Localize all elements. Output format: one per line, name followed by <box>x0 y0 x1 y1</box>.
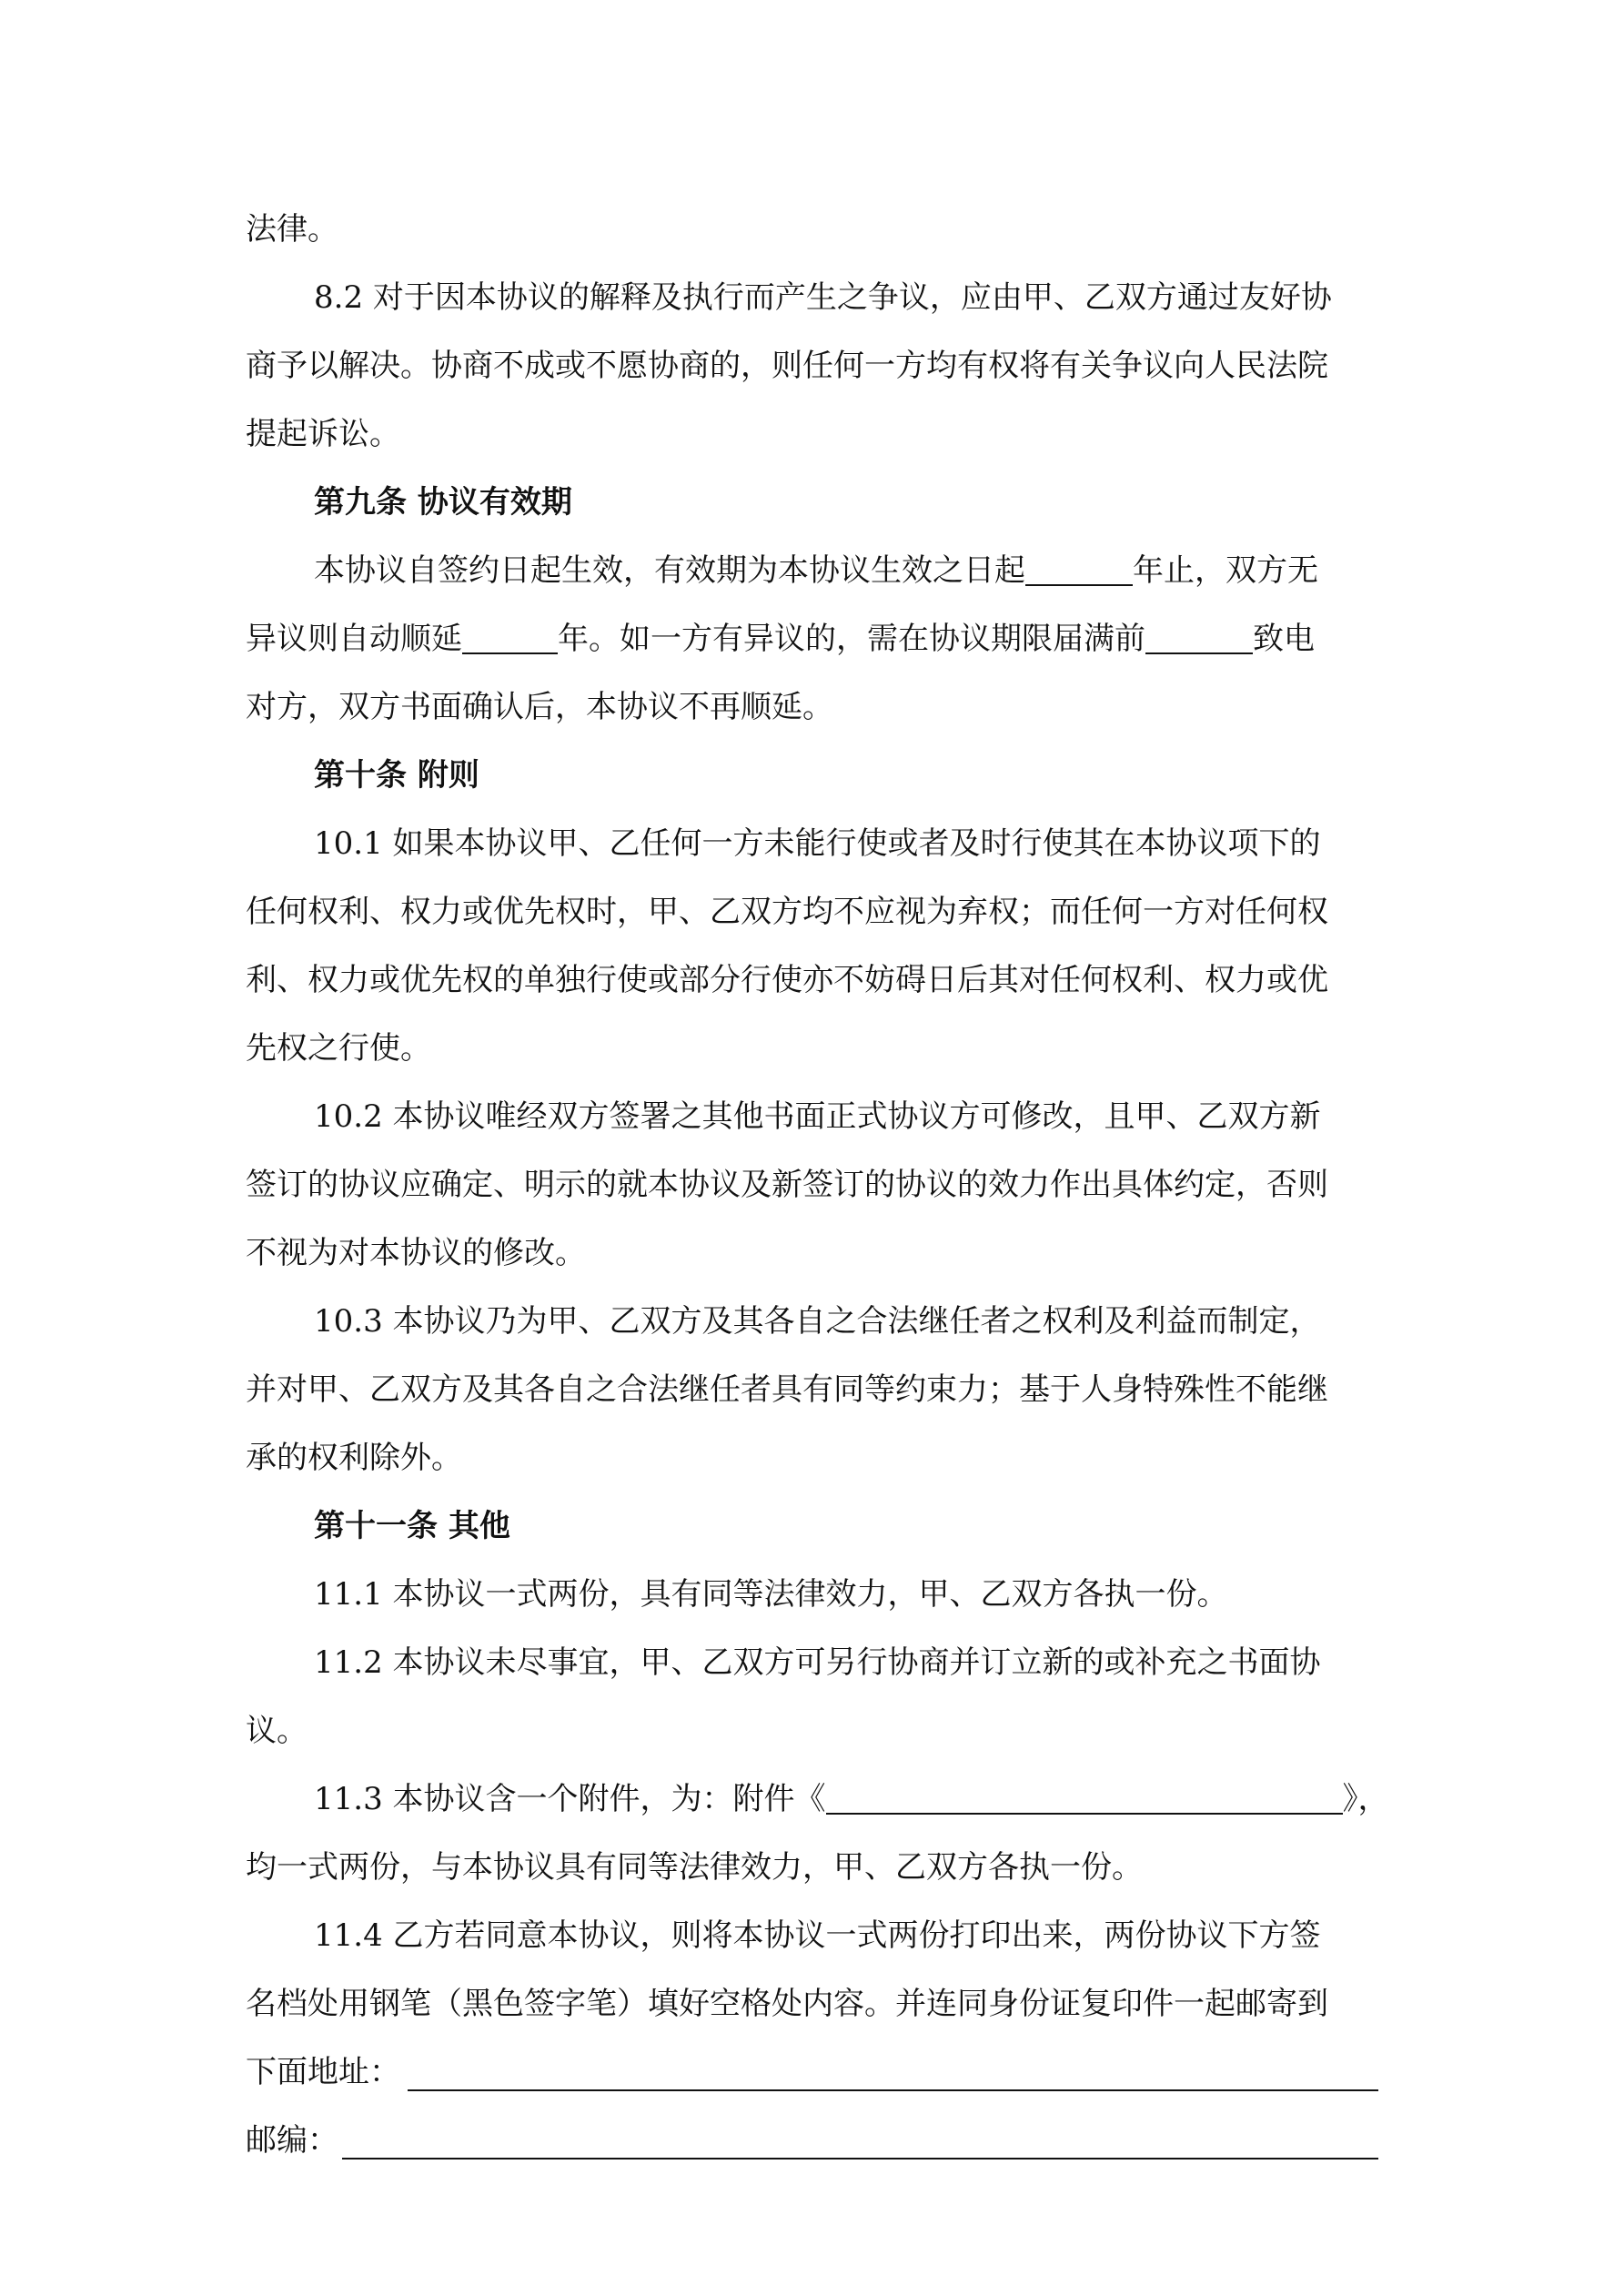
clause-10-3-line-2: 并对甲、乙双方及其各自之合法继任者具有同等约束力；基于人身特殊性不能继 <box>246 1371 1328 1408</box>
article-9-line-2 <box>246 612 1378 666</box>
article-9-text: 年。如一方有异议的，需在协议期限届满前 <box>558 621 1145 657</box>
clause-10-2-line-1: 10.2 本协议唯经双方签署之其他书面正式协议方可修改，且甲、乙双方新 <box>314 1098 1321 1135</box>
address-blank[interactable] <box>408 2089 1378 2091</box>
article-9-text: 异议则自动顺延 <box>246 621 462 657</box>
clause-10-2-line-2: 签订的协议应确定、明示的就本协议及新签订的协议的效力作出具体约定，否则 <box>246 1167 1328 1203</box>
clause-10-1-line-2: 任何权利、权力或优先权时，甲、乙双方均不应视为弃权；而任何一方对任何权 <box>246 894 1328 930</box>
clause-11-4-line-2: 名档处用钢笔（黑色签字笔）填好空格处内容。并连同身份证复印件一起邮寄到 <box>246 1986 1328 2022</box>
clause-8-2-line-3: 提起诉讼。 <box>246 416 400 452</box>
clause-10-1-line-3: 利、权力或优先权的单独行使或部分行使亦不妨碍日后其对任何权利、权力或优 <box>246 962 1328 998</box>
clause-10-3-line-1: 10.3 本协议乃为甲、乙双方及其各自之合法继任者之权利及利益而制定， <box>314 1303 1321 1340</box>
notice-period-blank[interactable] <box>1145 622 1253 654</box>
address-label: 下面地址： <box>246 2054 400 2090</box>
article-9-text: 年止，双方无 <box>1133 552 1318 589</box>
clause-11-3-text: 》， <box>1342 1781 1389 1817</box>
clause-10-1-line-4: 先权之行使。 <box>246 1030 431 1067</box>
postcode-label: 邮编： <box>246 2122 338 2159</box>
clause-8-2-line-1: 8.2 对于因本协议的解释及执行而产生之争议，应由甲、乙双方通过友好协 <box>314 279 1332 316</box>
article-9-heading: 第九条 协议有效期 <box>314 484 572 521</box>
clause-11-4-line-1: 11.4 乙方若同意本协议，则将本协议一式两份打印出来，两份协议下方签 <box>314 1917 1321 1954</box>
paragraph-line: 法律。 <box>246 211 338 248</box>
clause-11-1-line-1: 11.1 本协议一式两份，具有同等法律效力，甲、乙双方各执一份。 <box>314 1576 1228 1613</box>
postcode-blank[interactable] <box>342 2158 1378 2159</box>
attachment-name-blank[interactable] <box>826 1782 1343 1815</box>
renewal-years-blank[interactable] <box>462 622 558 654</box>
article-9-text: 本协议自签约日起生效，有效期为本协议生效之日起 <box>314 552 1025 589</box>
article-10-heading: 第十条 附则 <box>314 757 479 794</box>
validity-years-blank[interactable] <box>1025 553 1133 586</box>
article-11-heading: 第十一条 其他 <box>314 1508 510 1544</box>
clause-11-3-line-2: 均一式两份，与本协议具有同等法律效力，甲、乙双方各执一份。 <box>246 1849 1143 1886</box>
clause-11-2-line-1: 11.2 本协议未尽事宜，甲、乙双方可另行协商并订立新的或补充之书面协 <box>314 1644 1321 1681</box>
clause-10-2-line-3: 不视为对本协议的修改。 <box>246 1235 586 1271</box>
clause-11-3-text: 11.3 本协议含一个附件，为：附件《 <box>314 1781 826 1817</box>
article-9-line-1 <box>314 543 1378 598</box>
article-9-text: 致电 <box>1253 621 1315 657</box>
clause-10-1-line-1: 10.1 如果本协议甲、乙任何一方未能行使或者及时行使其在本协议项下的 <box>314 825 1321 862</box>
clause-8-2-line-2: 商予以解决。协商不成或不愿协商的，则任何一方均有权将有关争议向人民法院 <box>246 348 1328 384</box>
clause-10-3-line-3: 承的权利除外。 <box>246 1440 462 1476</box>
article-9-line-3: 对方，双方书面确认后，本协议不再顺延。 <box>246 689 833 725</box>
clause-11-3-line-1 <box>314 1772 1389 1826</box>
clause-11-2-line-2: 议。 <box>246 1713 308 1749</box>
